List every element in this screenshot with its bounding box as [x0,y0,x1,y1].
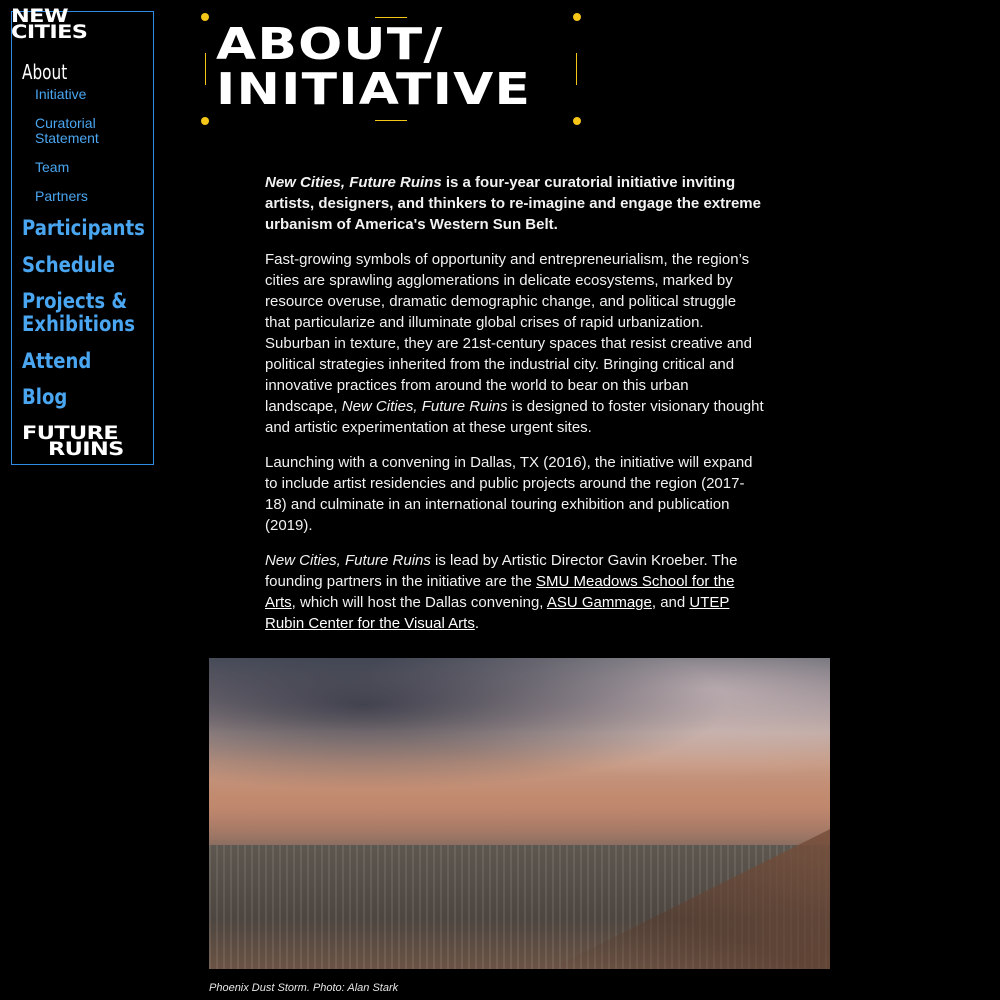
nav-about[interactable]: About [22,60,68,84]
page-title-line1: ABOUT/ [216,19,444,70]
frame-dot [201,13,209,21]
sidebar-item-team[interactable]: Team [35,159,70,175]
dust-storm-photo [209,658,830,969]
paragraph-text: is lead by Artistic Director Gavin Kroeber. The founding partners in the initiative are the [265,552,738,590]
page-title [216,19,688,115]
new-cities-logo[interactable] [11,5,141,43]
article-body [265,172,765,648]
sidebar-item-label: Curatorial [35,115,96,131]
sidebar-item-label: Statement [35,130,99,146]
paragraph-text: , and [651,594,690,611]
sidebar-item-participants[interactable]: Participants [22,216,145,240]
sidebar-item-curatorial-statement[interactable] [35,116,99,146]
frame-line [205,53,206,85]
sidebar-item-label: Exhibitions [22,312,135,336]
project-name: New Cities, Future Ruins [341,398,508,415]
link-smu-meadows[interactable]: SMU Meadows School for the Arts [265,573,735,611]
future-ruins-logo[interactable] [22,422,175,460]
sidebar-item-initiative[interactable]: Initiative [35,86,87,102]
link-utep-rubin[interactable]: UTEP Rubin Center for the Visual Arts [265,594,730,632]
frame-line [375,120,407,121]
frame-dot [201,117,209,125]
lead-paragraph [265,172,765,235]
frame-dot [573,13,581,21]
body-paragraph: Launching with a convening in Dallas, TX (2016), the initiative will expand to include artist residencies and public projects around the region (2017-18) and culminate in an international touring exhibition and publication (2019). [265,454,753,534]
logo-word-future: FUTURE [22,422,119,444]
sidebar-item-label: Projects & [22,289,128,313]
project-name: New Cities, Future Ruins [265,174,442,191]
body-paragraph [265,249,765,438]
logo-word-new: NEW [11,5,69,27]
frame-dot [573,117,581,125]
sidebar-item-schedule[interactable]: Schedule [22,253,116,277]
link-asu-gammage[interactable]: ASU Gammage [546,594,652,611]
sidebar-item-attend[interactable]: Attend [22,349,92,373]
body-paragraph [265,550,765,634]
page-title-line2: INITIATIVE [216,64,532,115]
paragraph-text: . [474,615,480,632]
photo-dust-wall [209,770,830,848]
frame-line [375,17,407,18]
project-name: New Cities, Future Ruins [265,552,431,569]
paragraph-text: Fast-growing symbols of opportunity and entrepreneurialism, the region’s cities are sprawling agglomerations in delicate ecosystems, marked by resource overuse, dramatic demographic change, and political struggle that particularize and illuminate global crises of rapid urbanization. Suburban in texture, they are 21st-century spaces that resist creative and political strategies inherited from the industrial city. Bringing critical and innovative practices from around the world to bear on this urban landscape, [265,251,752,415]
sidebar-item-projects-exhibitions[interactable] [22,290,135,336]
paragraph-text: , which will host the Dallas convening, [291,594,547,611]
logo-word-ruins: RUINS [47,438,124,460]
sidebar-item-partners[interactable]: Partners [35,188,88,204]
paragraph-text: is designed to foster visionary thought and artistic experimentation at these urgent sites. [265,398,764,436]
lead-text: is a four-year curatorial initiative inviting artists, designers, and thinkers to re-imagine and engage the extreme urbanism of America's Western Sun Belt. [265,174,761,233]
photo-caption: Phoenix Dust Storm. Photo: Alan Stark [209,982,399,994]
sidebar-item-blog[interactable]: Blog [22,385,68,409]
logo-word-cities: CITIES [11,21,88,43]
